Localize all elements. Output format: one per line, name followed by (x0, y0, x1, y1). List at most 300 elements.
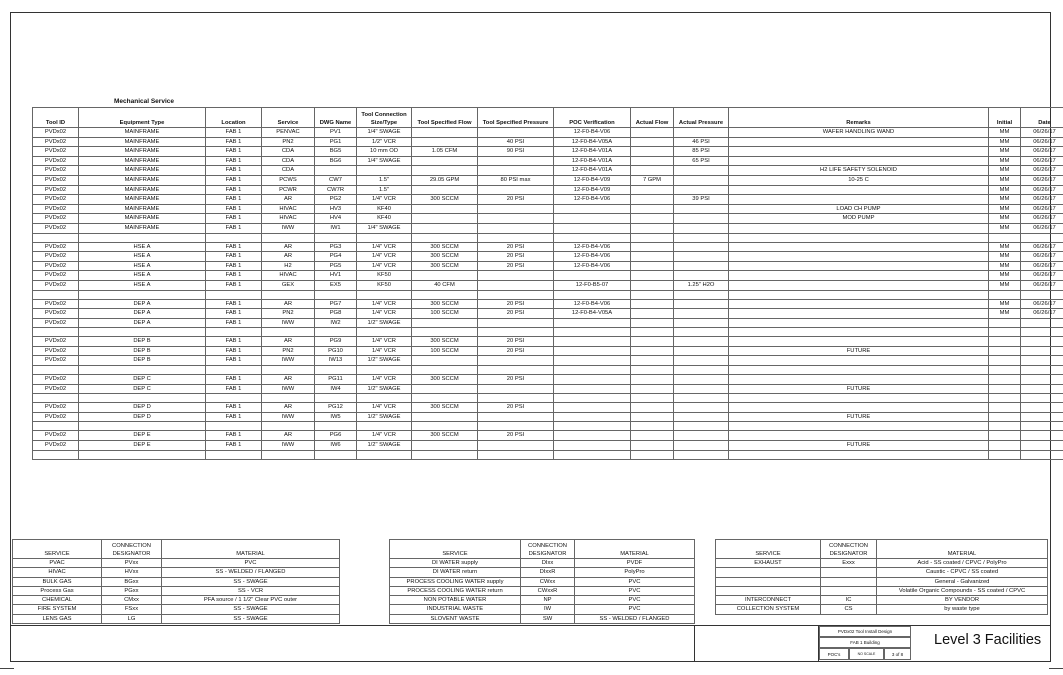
legend-cell: HIVAC (13, 568, 102, 577)
table-cell: 20 PSI (478, 403, 554, 413)
legend-cell: Caustic - CPVC / SS coated (877, 568, 1048, 577)
table-cell (989, 233, 1021, 242)
table-cell: 12-F0-B4-V06 (554, 261, 631, 271)
table-cell (989, 394, 1021, 403)
table-cell: PVDx02 (33, 299, 79, 309)
table-cell (478, 166, 554, 176)
table-cell: PG12 (315, 403, 357, 413)
legend-cell: CWxxR (521, 586, 575, 595)
table-cell: MM (989, 166, 1021, 176)
table-cell: MAINFRAME (79, 147, 206, 157)
table-cell: FAB 1 (206, 261, 262, 271)
table-cell: FAB 1 (206, 204, 262, 214)
table-cell (206, 233, 262, 242)
table-cell (674, 223, 729, 233)
table-cell (729, 403, 989, 413)
table-cell: PG7 (315, 299, 357, 309)
table-cell: MM (989, 252, 1021, 262)
table-cell (412, 214, 478, 224)
table-cell: 12-F0-B4-V05A (554, 137, 631, 147)
table-cell (1021, 403, 1063, 413)
table-cell: PVDx02 (33, 156, 79, 166)
table-cell: AR (262, 252, 315, 262)
trim-mark-right (1049, 668, 1063, 669)
table-cell: DEP C (79, 375, 206, 385)
table-cell: PG6 (315, 431, 357, 441)
table-cell (729, 318, 989, 328)
table-row (33, 384, 1063, 394)
legend-row (716, 568, 1048, 577)
table-cell: 06/26/17 (1021, 223, 1063, 233)
table-cell (631, 431, 674, 441)
legend-cell: SS - SWAGE (162, 605, 340, 614)
table-cell (989, 431, 1021, 441)
table-cell: PVDx02 (33, 175, 79, 185)
table-cell: PG5 (315, 261, 357, 271)
table-cell (554, 394, 631, 403)
table-cell: IWW (262, 412, 315, 422)
table-cell (33, 422, 79, 431)
table-cell: 1/4" VCR (357, 299, 412, 309)
table-cell: 40 PSI (478, 137, 554, 147)
table-cell: PG3 (315, 242, 357, 252)
table-cell (631, 252, 674, 262)
legend-cell: PVDF (575, 559, 695, 568)
table-cell (33, 290, 79, 299)
table-cell (315, 328, 357, 337)
table-cell (631, 328, 674, 337)
table-cell: CW7 (315, 175, 357, 185)
table-cell (315, 394, 357, 403)
column-header: Location (206, 108, 262, 128)
table-cell: MM (989, 195, 1021, 205)
table-cell (206, 328, 262, 337)
table-cell: FAB 1 (206, 147, 262, 157)
table-cell (478, 280, 554, 290)
legend-cell: NP (521, 596, 575, 605)
table-cell: 06/26/17 (1021, 175, 1063, 185)
table-cell: HV3 (315, 204, 357, 214)
table-cell (674, 450, 729, 459)
table-cell (729, 195, 989, 205)
legend-cell: Acid - SS coated / CPVC / PolyPro (877, 559, 1048, 568)
legend-cell: Volatile Organic Compounds - SS coated / CPVC (877, 586, 1048, 595)
table-row (33, 242, 1063, 252)
table-cell: PVDx02 (33, 204, 79, 214)
legend-table-exhaust (715, 539, 1048, 615)
legend-cell: CWxx (521, 577, 575, 586)
table-cell (631, 204, 674, 214)
legend-cell: Exxx (821, 559, 877, 568)
table-cell: 06/26/17 (1021, 128, 1063, 138)
table-cell: FAB 1 (206, 252, 262, 262)
table-cell (554, 412, 631, 422)
table-cell (357, 290, 412, 299)
legend-row (716, 559, 1048, 568)
legend-row (716, 596, 1048, 605)
table-cell: IW6 (315, 441, 357, 451)
legend-table-water (389, 539, 695, 624)
table-cell (554, 290, 631, 299)
table-cell (674, 346, 729, 356)
legend-header-row (13, 540, 340, 559)
table-cell (1021, 384, 1063, 394)
column-header: Actual Pressure (674, 108, 729, 128)
legend-row (716, 577, 1048, 586)
mechanical-service-table (32, 107, 1063, 460)
table-cell (674, 384, 729, 394)
table-cell (1021, 337, 1063, 347)
table-cell (989, 375, 1021, 385)
table-cell (989, 412, 1021, 422)
table-cell: IW13 (315, 356, 357, 366)
legend-cell: SS - SWAGE (162, 577, 340, 586)
table-cell: DEP B (79, 337, 206, 347)
legend-cell: PFA source / 1 1/2" Clear PVC outer (162, 596, 340, 605)
table-row (33, 166, 1063, 176)
table-cell: H2 (262, 261, 315, 271)
title-block-drawing-type: POC's (819, 648, 849, 660)
table-cell: CW7R (315, 185, 357, 195)
table-cell: MOD PUMP (729, 214, 989, 224)
table-cell: CDA (262, 166, 315, 176)
table-cell (631, 366, 674, 375)
legend-row (13, 577, 340, 586)
table-cell: 100 SCCM (412, 309, 478, 319)
table-cell: 06/26/17 (1021, 156, 1063, 166)
legend-row (390, 559, 695, 568)
table-cell (554, 337, 631, 347)
legend-cell: DIxx (521, 559, 575, 568)
table-cell: FAB 1 (206, 271, 262, 281)
table-cell: 1/4" VCR (357, 403, 412, 413)
table-cell: KF40 (357, 214, 412, 224)
table-row (33, 261, 1063, 271)
table-cell: PVDx02 (33, 337, 79, 347)
table-cell: FAB 1 (206, 137, 262, 147)
table-cell: 10 mm OD (357, 147, 412, 157)
table-cell: PG8 (315, 309, 357, 319)
table-cell: 10-25 C (729, 175, 989, 185)
table-cell: 20 PSI (478, 375, 554, 385)
table-cell: DEP B (79, 346, 206, 356)
table-cell: PN2 (262, 346, 315, 356)
table-cell (729, 261, 989, 271)
table-cell (478, 185, 554, 195)
table-cell (357, 422, 412, 431)
table-cell (478, 204, 554, 214)
table-cell (262, 233, 315, 242)
legend-row (390, 568, 695, 577)
table-cell: IWW (262, 318, 315, 328)
table-cell: 06/26/17 (1021, 261, 1063, 271)
table-row (33, 185, 1063, 195)
table-cell: 300 SCCM (412, 337, 478, 347)
table-cell (554, 366, 631, 375)
table-cell: 1/2" SWAGE (357, 412, 412, 422)
table-cell (554, 441, 631, 451)
table-cell: PG10 (315, 346, 357, 356)
table-cell (315, 366, 357, 375)
legend-cell: DI WATER supply (390, 559, 521, 568)
table-cell: 12-F0-B4-V06 (554, 128, 631, 138)
trim-mark-left (0, 668, 14, 669)
table-cell: PVDx02 (33, 384, 79, 394)
table-cell: 300 SCCM (412, 403, 478, 413)
table-cell: MAINFRAME (79, 156, 206, 166)
legend-row (390, 605, 695, 614)
table-cell (989, 337, 1021, 347)
table-cell (674, 185, 729, 195)
table-cell (206, 450, 262, 459)
table-cell: MM (989, 156, 1021, 166)
legend-cell (821, 577, 877, 586)
table-cell: 1/4" VCR (357, 195, 412, 205)
table-cell (631, 412, 674, 422)
table-cell: MM (989, 271, 1021, 281)
table-cell: HSE A (79, 280, 206, 290)
table-cell (1021, 394, 1063, 403)
table-cell (79, 366, 206, 375)
table-cell: PVDx02 (33, 252, 79, 262)
table-cell (1021, 441, 1063, 451)
table-cell: MAINFRAME (79, 175, 206, 185)
table-cell: DEP B (79, 356, 206, 366)
legend-row (13, 586, 340, 595)
table-cell: FAB 1 (206, 375, 262, 385)
table-cell (478, 366, 554, 375)
table-cell: MAINFRAME (79, 223, 206, 233)
table-cell: PVDx02 (33, 280, 79, 290)
table-row (33, 309, 1063, 319)
table-cell (412, 450, 478, 459)
table-cell (412, 328, 478, 337)
table-cell (79, 394, 206, 403)
table-cell (412, 356, 478, 366)
table-cell: WAFER HANDLING WAND (729, 128, 989, 138)
table-cell (412, 137, 478, 147)
table-cell (729, 252, 989, 262)
table-cell (412, 412, 478, 422)
table-cell (33, 394, 79, 403)
table-cell: FAB 1 (206, 214, 262, 224)
legend-row (13, 559, 340, 568)
table-cell: 1.05 CFM (412, 147, 478, 157)
table-cell: MM (989, 299, 1021, 309)
table-cell (412, 394, 478, 403)
table-row (33, 394, 1063, 403)
legend-cell: PGxx (102, 586, 162, 595)
table-cell: MM (989, 147, 1021, 157)
table-cell (412, 233, 478, 242)
table-cell: PVDx02 (33, 261, 79, 271)
table-cell: PVDx02 (33, 242, 79, 252)
table-cell (631, 214, 674, 224)
table-row (33, 431, 1063, 441)
table-cell: HIVAC (262, 204, 315, 214)
table-cell (262, 422, 315, 431)
table-cell (554, 318, 631, 328)
table-cell: 06/26/17 (1021, 252, 1063, 262)
table-cell: FAB 1 (206, 337, 262, 347)
table-cell (674, 441, 729, 451)
table-cell (631, 450, 674, 459)
table-cell (729, 431, 989, 441)
table-cell: 300 SCCM (412, 431, 478, 441)
table-cell (729, 299, 989, 309)
table-cell (674, 375, 729, 385)
table-cell (478, 271, 554, 281)
table-cell: 06/26/17 (1021, 280, 1063, 290)
table-cell (357, 450, 412, 459)
table-row (33, 299, 1063, 309)
table-cell (315, 233, 357, 242)
table-cell: 300 SCCM (412, 195, 478, 205)
table-row (33, 450, 1063, 459)
column-header: DWG Name (315, 108, 357, 128)
table-cell: 1/4" SWAGE (357, 128, 412, 138)
table-cell: DEP A (79, 318, 206, 328)
table-cell (729, 223, 989, 233)
table-cell (674, 233, 729, 242)
table-cell (79, 233, 206, 242)
table-row (33, 375, 1063, 385)
legend-column-header: MATERIAL (162, 540, 340, 559)
table-cell (989, 346, 1021, 356)
table-cell: MM (989, 128, 1021, 138)
table-cell: PVDx02 (33, 128, 79, 138)
legend-row (716, 586, 1048, 595)
table-row (33, 204, 1063, 214)
table-cell: FUTURE (729, 412, 989, 422)
legend-cell (821, 568, 877, 577)
table-cell: MM (989, 280, 1021, 290)
table-cell: AR (262, 299, 315, 309)
table-cell: FAB 1 (206, 318, 262, 328)
table-cell: 1/4" VCR (357, 309, 412, 319)
table-row (33, 252, 1063, 262)
table-cell: 12-F0-B4-V09 (554, 185, 631, 195)
legend-cell: Process Gas (13, 586, 102, 595)
legend-row (13, 568, 340, 577)
table-cell: 29.05 GPM (412, 175, 478, 185)
table-cell (315, 450, 357, 459)
table-cell (357, 328, 412, 337)
table-cell: PCWR (262, 185, 315, 195)
table-cell (478, 214, 554, 224)
table-cell (262, 328, 315, 337)
table-cell (729, 147, 989, 157)
table-cell (631, 185, 674, 195)
table-cell (478, 441, 554, 451)
table-cell: IWW (262, 384, 315, 394)
table-cell: 12-F0-B4-V01A (554, 147, 631, 157)
table-cell: PG11 (315, 375, 357, 385)
table-row (33, 403, 1063, 413)
table-cell: 1/4" SWAGE (357, 223, 412, 233)
legend-row (390, 596, 695, 605)
table-cell (1021, 431, 1063, 441)
table-cell (729, 290, 989, 299)
drawing-title: Level 3 Facilities (934, 632, 1042, 648)
table-cell (674, 128, 729, 138)
table-cell (729, 450, 989, 459)
table-cell: 300 SCCM (412, 242, 478, 252)
legend-cell: PVC (575, 605, 695, 614)
table-cell: 46 PSI (674, 137, 729, 147)
legend-cell: SS - VCR (162, 586, 340, 595)
table-cell (729, 394, 989, 403)
table-cell (989, 356, 1021, 366)
table-cell: PVDx02 (33, 214, 79, 224)
table-cell: HSE A (79, 242, 206, 252)
table-cell (674, 318, 729, 328)
table-cell (1021, 356, 1063, 366)
table-cell: DEP A (79, 309, 206, 319)
table-cell: MAINFRAME (79, 195, 206, 205)
column-header: Equipment Type (79, 108, 206, 128)
table-cell (1021, 450, 1063, 459)
table-cell: PVDx02 (33, 403, 79, 413)
table-cell (729, 185, 989, 195)
table-cell (631, 337, 674, 347)
table-cell: IW2 (315, 318, 357, 328)
table-cell (315, 290, 357, 299)
table-cell: 06/26/17 (1021, 137, 1063, 147)
table-cell (674, 261, 729, 271)
table-cell: MAINFRAME (79, 128, 206, 138)
table-cell: HV1 (315, 271, 357, 281)
table-row (33, 337, 1063, 347)
table-cell: MAINFRAME (79, 204, 206, 214)
table-cell: 20 PSI (478, 252, 554, 262)
table-row (33, 137, 1063, 147)
table-cell (989, 450, 1021, 459)
table-cell: 40 CFM (412, 280, 478, 290)
table-cell (631, 271, 674, 281)
legend-cell: DI WATER return (390, 568, 521, 577)
table-cell: 300 SCCM (412, 299, 478, 309)
title-block-building: FAB 1 Building (819, 637, 911, 648)
table-cell (631, 384, 674, 394)
legend-cell: PVxx (102, 559, 162, 568)
table-cell (315, 422, 357, 431)
table-cell (631, 356, 674, 366)
table-cell (631, 242, 674, 252)
table-cell: 12-F0-B5-07 (554, 280, 631, 290)
table-cell (631, 147, 674, 157)
table-cell (412, 185, 478, 195)
table-cell (674, 204, 729, 214)
table-cell: 12-F0-B4-V06 (554, 195, 631, 205)
table-cell: HV4 (315, 214, 357, 224)
table-cell (989, 290, 1021, 299)
legend-column-header: MATERIAL (877, 540, 1048, 559)
table-cell (674, 299, 729, 309)
table-row (33, 366, 1063, 375)
table-cell: IW5 (315, 412, 357, 422)
table-cell: PG4 (315, 252, 357, 262)
table-cell (412, 271, 478, 281)
table-cell: FAB 1 (206, 280, 262, 290)
table-cell (989, 441, 1021, 451)
table-row (33, 328, 1063, 337)
table-row (33, 441, 1063, 451)
table-cell: MAINFRAME (79, 137, 206, 147)
table-cell: 1/2" VCR (357, 137, 412, 147)
table-cell (412, 223, 478, 233)
table-cell: PVDx02 (33, 412, 79, 422)
